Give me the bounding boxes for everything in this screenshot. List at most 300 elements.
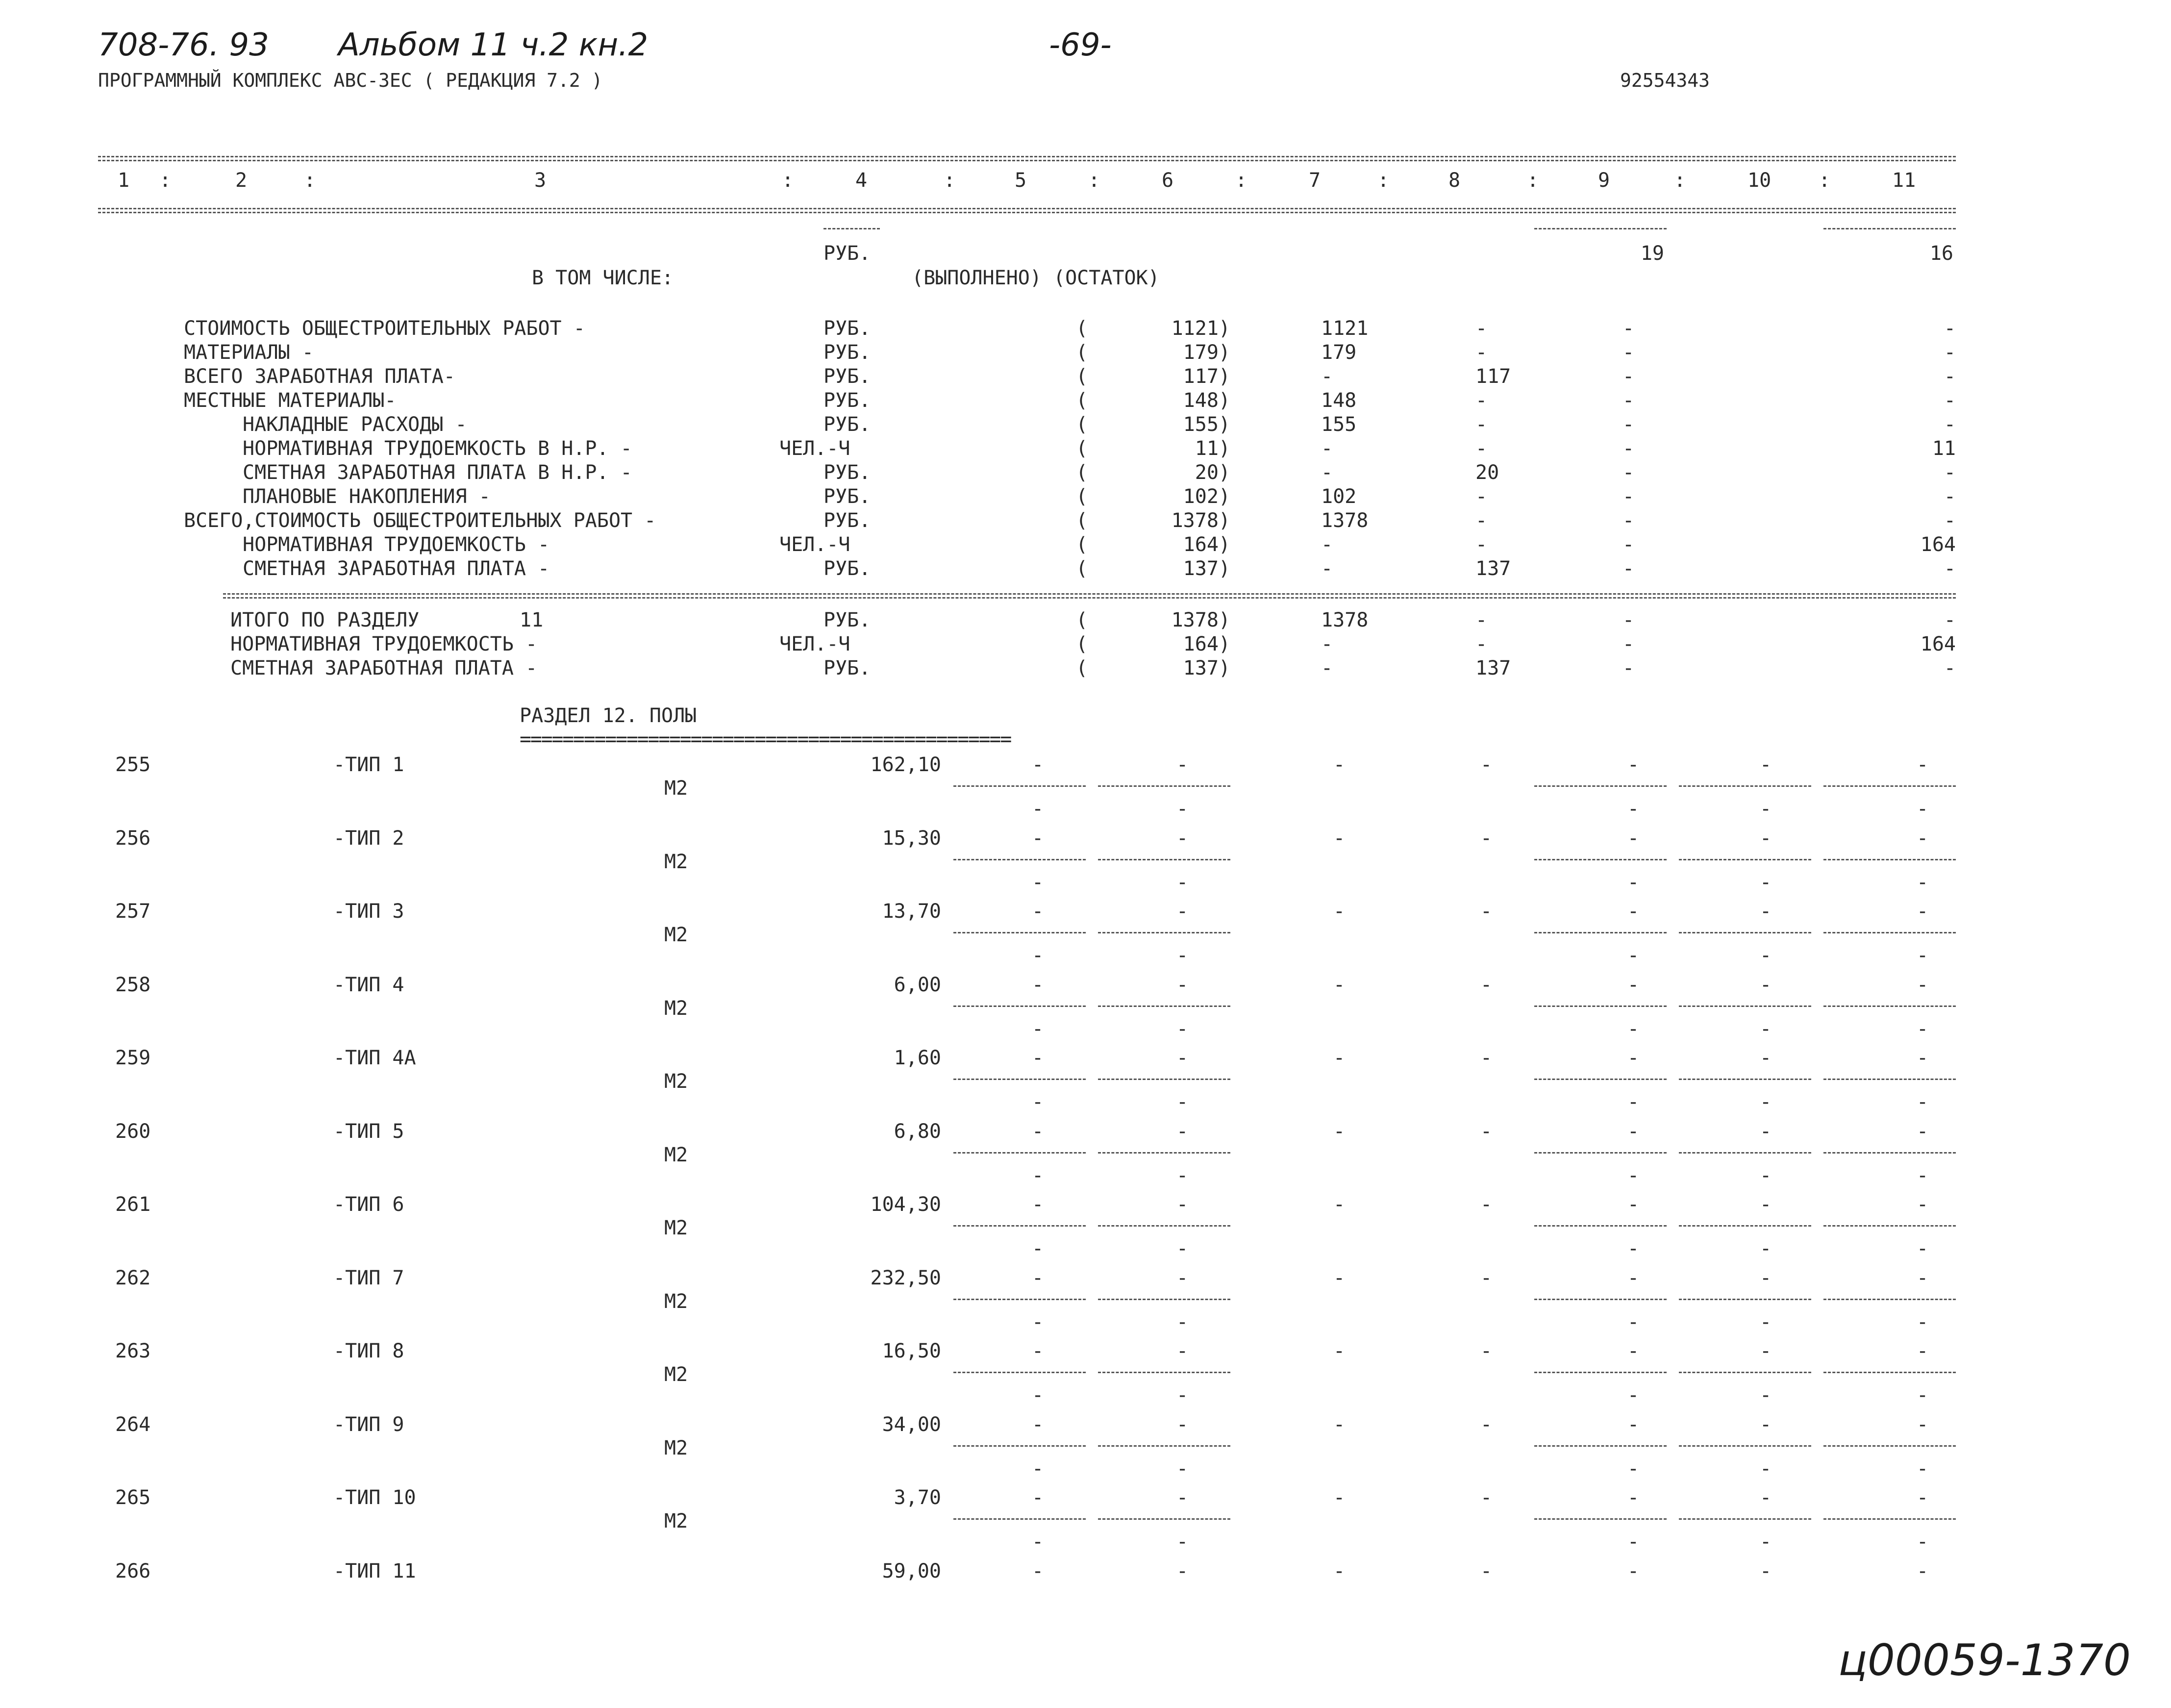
item-c11-dash-lower: - [1917,1237,1929,1260]
item-c6-dash: - [1176,973,1189,996]
item-number: 260 [115,1120,151,1143]
item-c7-dash: - [1333,1266,1346,1289]
item-number: 263 [115,1340,151,1362]
item-c6-dash: - [1176,1266,1189,1289]
item-c11-dash: - [1917,1047,1929,1069]
summary-c7: 148 [1321,389,1357,412]
item-c11-dash-lower: - [1917,944,1929,967]
item-rule-c11 [1823,859,1956,860]
intro-col9-value: 19 [1640,242,1664,265]
item-c7-dash: - [1333,754,1346,776]
summary-c8: - [1475,509,1488,532]
item-c11-dash: - [1917,1559,1929,1582]
item-c10-dash-lower: - [1760,1310,1772,1333]
item-c6-dash-lower: - [1176,1531,1189,1553]
item-c10-dash-lower: - [1760,798,1772,820]
item-c5-dash: - [1032,1340,1044,1362]
item-rule-c6 [1098,932,1230,933]
item-name: -ТИП 8 [333,1340,404,1362]
item-c7-dash: - [1333,827,1346,850]
item-c6-dash: - [1176,1486,1189,1509]
item-c11-dash-lower: - [1917,1310,1929,1333]
total-c11: - [1944,657,1956,679]
item-c11-dash: - [1917,754,1929,776]
stamp-code: ц00059-13 [1838,1635,2075,1685]
item-c11-dash: - [1917,1340,1929,1362]
item-c7-dash: - [1333,1559,1346,1582]
total-c7: 1378 [1321,609,1369,631]
summary-c11: - [1944,485,1956,508]
summary-c9: - [1622,389,1635,412]
summary-label: СМЕТНАЯ ЗАРАБОТНАЯ ПЛАТА - [243,557,550,580]
item-number: 266 [115,1559,151,1582]
item-number: 262 [115,1266,151,1289]
item-rule-c5 [953,1225,1086,1227]
total-c6: 1378) [1171,609,1230,631]
item-c10-dash: - [1760,1486,1772,1509]
total-c7: - [1321,657,1333,679]
total-c7: - [1321,633,1333,655]
item-unit: М2 [664,924,688,946]
item-rule-c10 [1679,1445,1811,1447]
summary-c11: 164 [1920,533,1956,556]
total-label: НОРМАТИВНАЯ ТРУДОЕМКОСТЬ - [230,633,538,655]
item-number: 264 [115,1413,151,1436]
item-c9-dash: - [1627,1193,1640,1216]
total-label-num: 11 [520,609,544,631]
item-rule-c6 [1098,785,1230,787]
item-c10-dash: - [1760,1559,1772,1582]
item-c6-dash: - [1176,1413,1189,1436]
column-header-5: 5 [1015,169,1027,192]
item-qty: 6,80 [894,1120,941,1143]
item-c11-dash-lower: - [1917,1457,1929,1480]
column-separator: : [159,169,172,192]
item-c6-dash: - [1176,754,1189,776]
item-c6-dash: - [1176,1047,1189,1069]
item-name: -ТИП 1 [333,754,404,776]
item-c10-dash: - [1760,827,1772,850]
item-c6-dash-lower: - [1176,1017,1189,1040]
item-rule-c10 [1679,859,1811,860]
item-rule-c11 [1823,1445,1956,1447]
total-c8: - [1475,633,1488,655]
summary-unit: ЧЕЛ.-Ч [779,437,850,460]
summary-c6: 148) [1183,389,1230,412]
item-qty: 232,50 [870,1266,941,1289]
item-c5-dash: - [1032,1559,1044,1582]
summary-c11: - [1944,341,1956,364]
summary-c6: 137) [1183,557,1230,580]
doc-code: 708-76. 93 [98,27,269,63]
item-c9-dash-lower: - [1627,1091,1640,1113]
summary-c8: 20 [1475,461,1499,484]
summary-unit: РУБ. [823,365,871,388]
summary-label: НОРМАТИВНАЯ ТРУДОЕМКОСТЬ - [243,533,550,556]
item-c10-dash: - [1760,1413,1772,1436]
item-c8-dash: - [1480,1340,1493,1362]
item-unit: М2 [664,997,688,1020]
column-separator: : [1235,169,1248,192]
item-rule-c10 [1679,1152,1811,1154]
column-separator: : [1527,169,1539,192]
item-c5-dash: - [1032,900,1044,923]
item-rule-c5 [953,932,1086,933]
summary-c6: 117) [1183,365,1230,388]
item-rule-c6 [1098,1079,1230,1080]
item-c10-dash-lower: - [1760,1531,1772,1553]
item-rule-c10 [1679,1518,1811,1520]
item-rule-c9 [1534,1005,1667,1007]
summary-unit: ЧЕЛ.-Ч [779,533,850,556]
column-separator: : [304,169,316,192]
item-c10-dash-lower: - [1760,1017,1772,1040]
item-rule-c9 [1534,932,1667,933]
column-separator: : [782,169,794,192]
item-c5-dash-lower: - [1032,1384,1044,1407]
item-c10-dash-lower: - [1760,1384,1772,1407]
item-rule-c9 [1534,1152,1667,1154]
item-rule-c9 [1534,1372,1667,1373]
item-number: 255 [115,754,151,776]
item-rule-c5 [953,1445,1086,1447]
item-rule-c11 [1823,785,1956,787]
total-c6: 137) [1183,657,1230,679]
item-number: 256 [115,827,151,850]
section-underline: ============================================== [520,728,1011,751]
header-top-rule-2 [98,160,1956,161]
item-c7-dash: - [1333,1193,1346,1216]
summary-paren: ( [1076,389,1088,412]
item-c10-dash-lower: - [1760,1164,1772,1187]
summary-label: НОРМАТИВНАЯ ТРУДОЕМКОСТЬ В Н.Р. - [243,437,632,460]
item-qty: 104,30 [870,1193,941,1216]
summary-paren: ( [1076,341,1088,364]
summary-c6: 179) [1183,341,1230,364]
page-number: -69- [1049,27,1112,63]
summary-unit: РУБ. [823,485,871,508]
total-c9: - [1622,657,1635,679]
item-rule-c5 [953,1299,1086,1300]
item-rule-c5 [953,1005,1086,1007]
item-c11-dash: - [1917,827,1929,850]
column-separator: : [1819,169,1831,192]
summary-c9: - [1622,437,1635,460]
item-c11-dash-lower: - [1917,1017,1929,1040]
item-c6-dash: - [1176,1559,1189,1582]
item-c7-dash: - [1333,1120,1346,1143]
total-c9: - [1622,633,1635,655]
column-header-1: 1 [118,169,130,192]
item-c5-dash-lower: - [1032,1017,1044,1040]
item-c10-dash: - [1760,973,1772,996]
item-rule-c10 [1679,1225,1811,1227]
section-title: РАЗДЕЛ 12. ПОЛЫ [520,704,697,727]
summary-c6: 164) [1183,533,1230,556]
item-rule-c10 [1679,1079,1811,1080]
summary-paren: ( [1076,557,1088,580]
item-c5-dash: - [1032,827,1044,850]
summary-paren: ( [1076,509,1088,532]
item-c9-dash-lower: - [1627,1457,1640,1480]
item-rule-c10 [1679,932,1811,933]
intro-rule-c9 [1534,228,1667,229]
summary-c9: - [1622,509,1635,532]
column-header-7: 7 [1309,169,1321,192]
summary-c6: 1121) [1171,317,1230,340]
item-c8-dash: - [1480,1193,1493,1216]
summary-c9: - [1622,341,1635,364]
summary-c9: - [1622,461,1635,484]
item-c8-dash: - [1480,973,1493,996]
summary-c7: 155 [1321,413,1357,436]
column-header-11: 11 [1892,169,1916,192]
column-separator: : [1674,169,1686,192]
item-unit: М2 [664,850,688,873]
summary-unit: РУБ. [823,317,871,340]
item-c10-dash: - [1760,1340,1772,1362]
item-name: -ТИП 6 [333,1193,404,1216]
summary-label: СМЕТНАЯ ЗАРАБОТНАЯ ПЛАТА В Н.Р. - [243,461,632,484]
item-c10-dash-lower: - [1760,1237,1772,1260]
summary-c8: - [1475,341,1488,364]
item-c5-dash-lower: - [1032,1457,1044,1480]
item-c9-dash-lower: - [1627,1164,1640,1187]
item-c6-dash-lower: - [1176,1164,1189,1187]
intro-col11-value: 16 [1929,242,1953,265]
item-c7-dash: - [1333,1340,1346,1362]
item-rule-c5 [953,859,1086,860]
column-separator: : [944,169,956,192]
summary-c7: - [1321,557,1333,580]
item-c9-dash: - [1627,1559,1640,1582]
item-c8-dash: - [1480,1559,1493,1582]
summary-c9: - [1622,533,1635,556]
totals-rule [223,593,1956,595]
summary-c8: - [1475,389,1488,412]
summary-c11: - [1944,461,1956,484]
item-c7-dash: - [1333,1413,1346,1436]
summary-paren: ( [1076,365,1088,388]
item-c5-dash-lower: - [1032,944,1044,967]
item-c6-dash-lower: - [1176,1457,1189,1480]
intro-subtitle: В ТОМ ЧИСЛЕ: [532,267,674,289]
item-qty: 13,70 [882,900,941,923]
item-rule-c6 [1098,1299,1230,1300]
item-name: -ТИП 3 [333,900,404,923]
item-rule-c9 [1534,1445,1667,1447]
summary-c6: 20) [1195,461,1230,484]
total-label: ИТОГО ПО РАЗДЕЛУ [230,609,420,631]
summary-c7: - [1321,533,1333,556]
item-rule-c6 [1098,1518,1230,1520]
item-c6-dash: - [1176,1340,1189,1362]
item-rule-c9 [1534,859,1667,860]
item-c11-dash: - [1917,1413,1929,1436]
item-c5-dash-lower: - [1032,1531,1044,1553]
item-c11-dash-lower: - [1917,1531,1929,1553]
item-rule-c6 [1098,1225,1230,1227]
summary-paren: ( [1076,437,1088,460]
item-qty: 6,00 [894,973,941,996]
item-number: 261 [115,1193,151,1216]
item-unit: М2 [664,1070,688,1093]
summary-paren: ( [1076,461,1088,484]
summary-c6: 1378) [1171,509,1230,532]
column-header-9: 9 [1598,169,1610,192]
item-name: -ТИП 4 [333,973,404,996]
item-c5-dash: - [1032,1047,1044,1069]
item-unit: М2 [664,1510,688,1532]
summary-label: ВСЕГО ЗАРАБОТНАЯ ПЛАТА- [184,365,455,388]
item-c9-dash-lower: - [1627,944,1640,967]
item-c9-dash: - [1627,1266,1640,1289]
item-rule-c11 [1823,1225,1956,1227]
item-number: 265 [115,1486,151,1509]
summary-label: СТОИМОСТЬ ОБЩЕСТРОИТЕЛЬНЫХ РАБОТ - [184,317,585,340]
item-rule-c5 [953,785,1086,787]
total-c8: - [1475,609,1488,631]
summary-label: ПЛАНОВЫЕ НАКОПЛЕНИЯ - [243,485,491,508]
item-name: -ТИП 4А [333,1047,416,1069]
item-c9-dash: - [1627,1413,1640,1436]
item-c8-dash: - [1480,1047,1493,1069]
item-rule-c9 [1534,1518,1667,1520]
item-c6-dash-lower: - [1176,1091,1189,1113]
item-c8-dash: - [1480,1413,1493,1436]
item-c10-dash: - [1760,1266,1772,1289]
summary-c11: - [1944,413,1956,436]
item-c6-dash-lower: - [1176,1237,1189,1260]
item-c8-dash: - [1480,827,1493,850]
summary-c9: - [1622,413,1635,436]
item-rule-c5 [953,1152,1086,1154]
summary-c11: - [1944,317,1956,340]
item-c11-dash: - [1917,900,1929,923]
item-c5-dash: - [1032,1193,1044,1216]
total-paren: ( [1076,657,1088,679]
item-name: -ТИП 10 [333,1486,416,1509]
item-c10-dash-lower: - [1760,944,1772,967]
item-c9-dash-lower: - [1627,1384,1640,1407]
item-c7-dash: - [1333,973,1346,996]
item-c10-dash: - [1760,1193,1772,1216]
item-c11-dash-lower: - [1917,871,1929,894]
item-c6-dash-lower: - [1176,871,1189,894]
item-c5-dash-lower: - [1032,1310,1044,1333]
item-c10-dash-lower: - [1760,1457,1772,1480]
item-c9-dash: - [1627,827,1640,850]
sheet-number: 70 [2076,1635,2131,1685]
column-header-10: 10 [1747,169,1772,192]
album-title: Альбом 11 ч.2 кн.2 [338,27,649,63]
summary-c11: - [1944,365,1956,388]
item-name: -ТИП 9 [333,1413,404,1436]
column-header-3: 3 [534,169,547,192]
item-rule-c6 [1098,859,1230,860]
item-rule-c5 [953,1079,1086,1080]
column-header-4: 4 [855,169,868,192]
summary-c7: 1378 [1321,509,1369,532]
item-c10-dash-lower: - [1760,871,1772,894]
summary-c6: 102) [1183,485,1230,508]
summary-c8: 137 [1475,557,1511,580]
item-c5-dash-lower: - [1032,1091,1044,1113]
column-separator: : [1377,169,1390,192]
item-c9-dash: - [1627,1120,1640,1143]
item-rule-c6 [1098,1445,1230,1447]
item-name: -ТИП 11 [333,1559,416,1582]
item-c9-dash: - [1627,1340,1640,1362]
item-rule-c6 [1098,1372,1230,1373]
summary-paren: ( [1076,533,1088,556]
summary-c8: 117 [1475,365,1511,388]
item-c11-dash-lower: - [1917,1384,1929,1407]
item-unit: М2 [664,777,688,800]
item-qty: 16,50 [882,1340,941,1362]
doc-number: 92554343 [1620,70,1710,91]
total-paren: ( [1076,633,1088,655]
item-rule-c11 [1823,1152,1956,1154]
summary-unit: РУБ. [823,509,871,532]
column-separator: : [1088,169,1100,192]
item-number: 259 [115,1047,151,1069]
total-c11: - [1944,609,1956,631]
item-c5-dash: - [1032,1413,1044,1436]
item-qty: 162,10 [870,754,941,776]
item-qty: 34,00 [882,1413,941,1436]
total-c8: 137 [1475,657,1511,679]
summary-unit: РУБ. [823,389,871,412]
header-bottom-rule [98,208,1956,209]
item-c5-dash: - [1032,1120,1044,1143]
summary-c9: - [1622,485,1635,508]
item-rule-c9 [1534,1225,1667,1227]
total-c9: - [1622,609,1635,631]
summary-c11: - [1944,509,1956,532]
item-rule-c10 [1679,1299,1811,1300]
item-c6-dash-lower: - [1176,1384,1189,1407]
summary-c11: - [1944,557,1956,580]
item-c6-dash-lower: - [1176,944,1189,967]
item-unit: М2 [664,1290,688,1313]
summary-c7: - [1321,437,1333,460]
item-rule-c9 [1534,785,1667,787]
summary-c8: - [1475,413,1488,436]
item-c6-dash: - [1176,1193,1189,1216]
total-unit: РУБ. [823,657,871,679]
summary-unit: РУБ. [823,341,871,364]
header-bottom-rule-2 [98,212,1956,213]
summary-c7: - [1321,365,1333,388]
item-c9-dash: - [1627,754,1640,776]
program-line: ПРОГРАММНЫЙ КОМПЛЕКС АВС-3ЕС ( РЕДАКЦИЯ 7.2 ) [98,70,603,91]
intro-unit: РУБ. [823,242,871,265]
item-rule-c9 [1534,1299,1667,1300]
summary-unit: РУБ. [823,557,871,580]
item-rule-c10 [1679,1005,1811,1007]
item-c10-dash: - [1760,754,1772,776]
summary-paren: ( [1076,413,1088,436]
item-c5-dash: - [1032,1486,1044,1509]
item-rule-c5 [953,1372,1086,1373]
item-c7-dash: - [1333,1047,1346,1069]
summary-c8: - [1475,437,1488,460]
total-paren: ( [1076,609,1088,631]
item-c8-dash: - [1480,754,1493,776]
summary-c7: - [1321,461,1333,484]
summary-c11: 11 [1932,437,1956,460]
